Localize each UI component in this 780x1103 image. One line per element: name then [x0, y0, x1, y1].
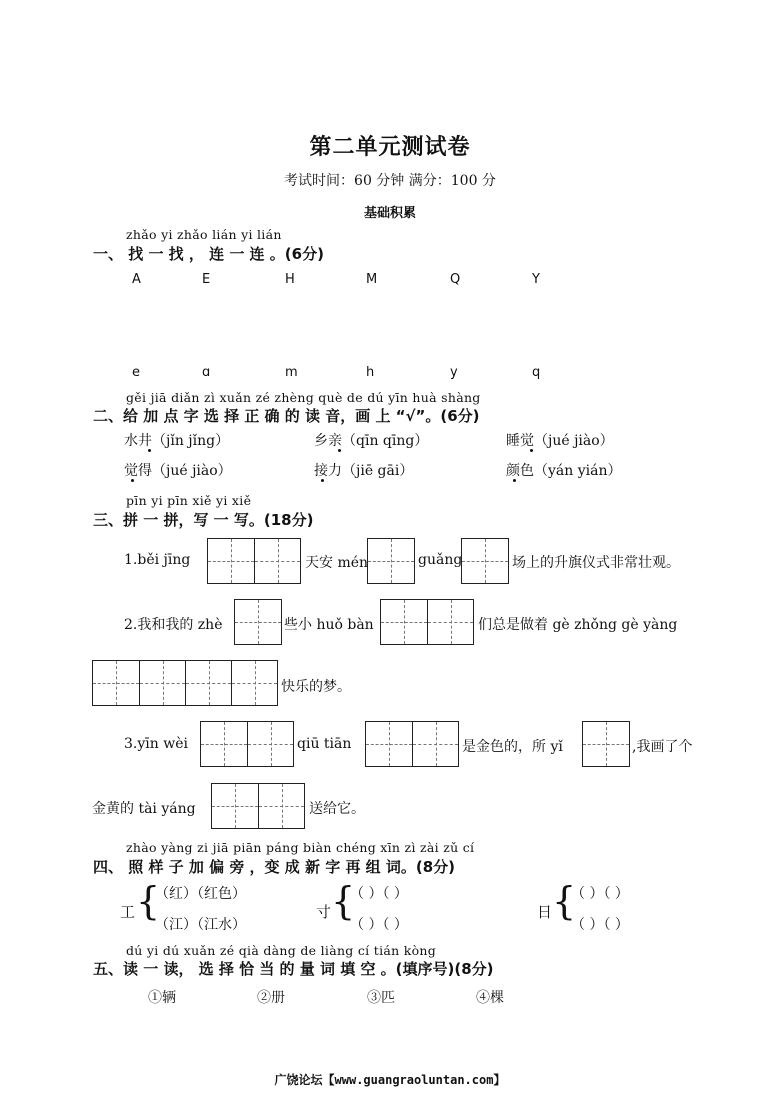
q3-text: 送给它。	[309, 801, 365, 817]
lowercase-letter[interactable]: q	[532, 365, 541, 380]
q2-word: 睡觉	[506, 433, 534, 449]
writing-grid[interactable]	[234, 599, 282, 645]
q2-word: 水井	[124, 433, 152, 449]
q2-word: 乡亲	[314, 433, 342, 449]
q3-text: ,我画了个	[632, 739, 693, 755]
q3-text: 是金色的，所 yǐ	[462, 739, 563, 755]
section-heading: 基础积累	[363, 206, 416, 221]
q2-item[interactable]	[124, 460, 232, 480]
q5-option: ①辆	[148, 990, 176, 1006]
q5-option: ②册	[257, 990, 285, 1006]
emphasis-dot	[338, 449, 341, 452]
q4-pinyin: zhào yàng zi jiā piān páng biàn chéng xīn zì zài zǔ cí	[126, 840, 475, 855]
q3-text: 们总是做着 gè zhǒng gè yàng	[478, 617, 678, 633]
q5-pinyin: dú yi dú xuǎn zé qià dàng de liàng cí tián kòng	[126, 943, 437, 958]
q4-blank[interactable]: （ ）（ ）	[350, 917, 408, 933]
q2-word: 颜色	[506, 463, 534, 479]
q4-blank[interactable]: （ ）（ ）	[571, 886, 629, 902]
q2-options[interactable]: （jǐn jǐng）	[152, 433, 230, 449]
emphasis-dot	[513, 479, 516, 482]
uppercase-letter[interactable]: A	[132, 272, 141, 287]
lowercase-letter[interactable]: e	[132, 365, 140, 380]
q2-item[interactable]	[506, 460, 621, 480]
q1-title: 一、 找 一 找 ， 连 一 连 。(6分)	[93, 245, 324, 263]
q2-options[interactable]: （jiē gāi）	[342, 463, 414, 479]
uppercase-letter[interactable]: H	[285, 272, 295, 287]
q4-base-char: 寸	[316, 903, 332, 921]
q3-text: 2.我和我的 zhè	[124, 617, 223, 633]
q5-option: ③匹	[367, 990, 395, 1006]
writing-grid[interactable]	[461, 538, 509, 584]
q3-title: 三、拼 一 拼，写 一 写。(18分)	[93, 511, 314, 529]
q3-text: guǎng	[418, 552, 463, 568]
writing-grid[interactable]	[92, 660, 278, 706]
q2-pinyin: gěi jiā diǎn zì xuǎn zé zhèng què de dú yīn huà shàng	[126, 390, 481, 405]
brace: {	[136, 879, 161, 923]
uppercase-letter[interactable]: Y	[532, 272, 540, 287]
q3-text: 场上的升旗仪式非常壮观。	[512, 555, 680, 571]
q4-blank[interactable]: （ ）（ ）	[350, 886, 408, 902]
q3-text: 些小 huǒ bàn	[284, 617, 374, 633]
q4-blank[interactable]: （ ）（ ）	[571, 917, 629, 933]
uppercase-letter[interactable]: Q	[450, 272, 461, 287]
lowercase-letter[interactable]: y	[450, 365, 458, 380]
q5-option: ④棵	[476, 990, 504, 1006]
writing-grid[interactable]	[380, 599, 474, 645]
writing-grid[interactable]	[582, 721, 630, 767]
writing-grid[interactable]	[211, 783, 305, 829]
brace: {	[331, 879, 356, 923]
q2-options[interactable]: （jué jiào）	[534, 433, 614, 449]
q4-answer: （江）（江水）	[155, 917, 246, 933]
page-title: 第二单元测试卷	[309, 134, 471, 160]
footer-site: 广饶论坛【	[274, 1073, 335, 1087]
q4-base-char: 工	[120, 903, 136, 921]
lowercase-letter[interactable]: m	[285, 365, 298, 380]
q2-options[interactable]: （jué jiào）	[152, 463, 232, 479]
q4-title: 四、 照 样 子 加 偏 旁 ，变 成 新 字 再 组 词。(8分)	[93, 858, 456, 876]
q4-base-char: 日	[537, 903, 553, 921]
q4-answer: （红）（红色）	[155, 886, 246, 902]
emphasis-dot	[131, 479, 134, 482]
writing-grid[interactable]	[200, 721, 294, 767]
q3-text: 天安 mén	[305, 555, 369, 571]
q3-text: 3.yīn wèi	[124, 736, 188, 752]
q2-word: 觉得	[124, 463, 152, 479]
footer	[0, 1071, 780, 1088]
lowercase-letter[interactable]: h	[366, 365, 375, 380]
q1-pinyin: zhǎo yi zhǎo lián yi lián	[126, 227, 282, 242]
q2-item[interactable]	[124, 430, 229, 450]
writing-grid[interactable]	[367, 538, 415, 584]
q2-word: 接力	[314, 463, 342, 479]
uppercase-letter[interactable]: M	[366, 272, 378, 287]
q2-title: 二、给 加 点 字 选 择 正 确 的 读 音，画 上 “√”。(6分)	[93, 407, 480, 425]
q3-text: qiū tiān	[297, 736, 352, 752]
q3-text: 快乐的梦。	[281, 679, 351, 695]
q2-options[interactable]: （yán yián）	[534, 463, 622, 479]
emphasis-dot	[148, 449, 151, 452]
q3-pinyin: pīn yi pīn xiě yi xiě	[126, 493, 252, 508]
exam-info: 考试时间：60 分钟 满分：100 分	[284, 173, 496, 189]
writing-grid[interactable]	[365, 721, 459, 767]
footer-end: 】	[493, 1073, 506, 1087]
uppercase-letter[interactable]: E	[202, 272, 211, 287]
q5-title: 五、读 一 读， 选 择 恰 当 的 量 词 填 空 。(填序号)(8分)	[93, 960, 494, 978]
brace: {	[552, 879, 577, 923]
q2-item[interactable]	[506, 430, 614, 450]
q2-item[interactable]	[314, 460, 413, 480]
footer-url[interactable]: www.guangraoluntan.com	[334, 1073, 494, 1087]
writing-grid[interactable]	[207, 538, 301, 584]
lowercase-letter[interactable]: ɑ	[202, 365, 211, 380]
q2-options[interactable]: （qīn qīng）	[342, 433, 429, 449]
q2-item[interactable]	[314, 430, 428, 450]
emphasis-dot	[321, 479, 324, 482]
q3-text: 1.běi jīng	[124, 552, 191, 568]
emphasis-dot	[530, 449, 533, 452]
q3-text: 金黄的 tài yáng	[92, 801, 196, 817]
